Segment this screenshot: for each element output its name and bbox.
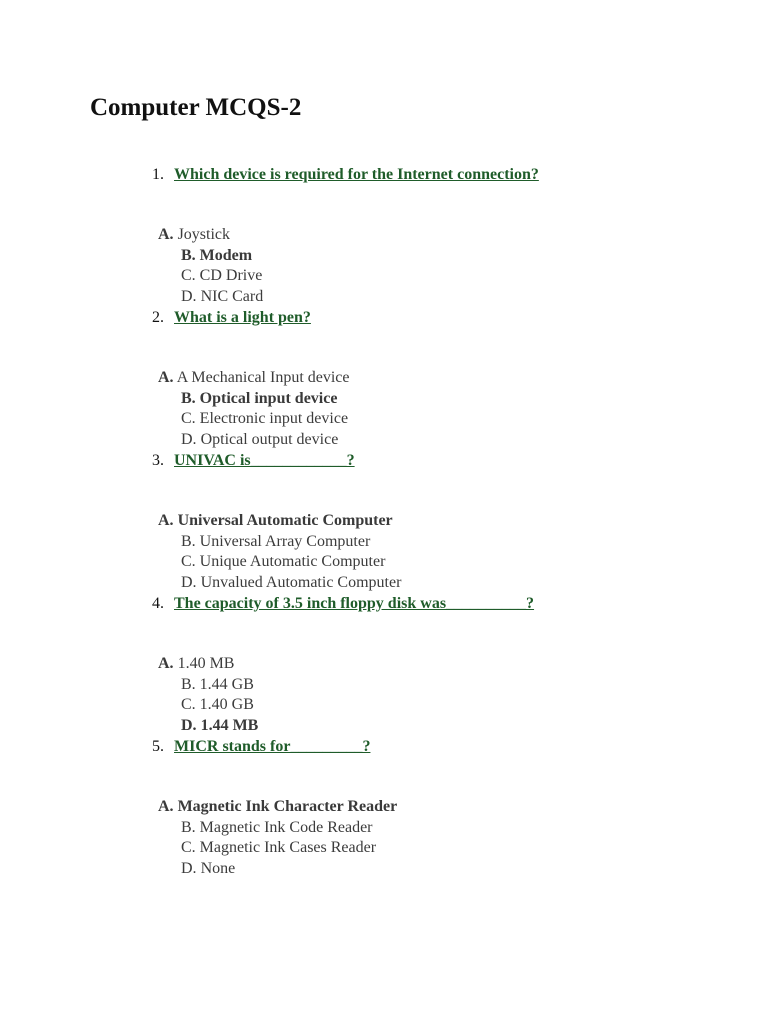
option-text: 1.40 MB: [177, 655, 235, 672]
option-text: Magnetic Ink Cases Reader: [199, 839, 377, 856]
option-letter: B.: [181, 676, 196, 693]
option-text: Magnetic Ink Character Reader: [177, 798, 398, 815]
option-d: [181, 287, 263, 307]
option-letter: D.: [181, 431, 197, 448]
option-text: Magnetic Ink Code Reader: [199, 819, 373, 836]
option-b: [181, 818, 373, 838]
option-text: None: [200, 860, 236, 877]
option-text: 1.44 MB: [200, 717, 259, 734]
option-text: Modem: [199, 247, 253, 264]
option-letter: D.: [181, 574, 197, 591]
option-text: Joystick: [177, 226, 231, 243]
question-line: [152, 451, 355, 471]
question-number: 2.: [152, 309, 164, 326]
option-c: [181, 409, 348, 429]
option-letter: A.: [158, 655, 174, 672]
option-text: Unique Automatic Computer: [199, 553, 386, 570]
question-line: [152, 594, 534, 614]
option-a: [158, 225, 230, 245]
option-letter: A.: [158, 369, 174, 386]
option-letter: C.: [181, 553, 196, 570]
question-number: 1.: [152, 166, 164, 183]
option-text: Universal Array Computer: [199, 533, 371, 550]
option-text: Optical output device: [200, 431, 339, 448]
option-letter: C.: [181, 696, 196, 713]
option-letter: C.: [181, 267, 196, 284]
question-text: What is a light pen?: [174, 309, 311, 326]
option-letter: D.: [181, 288, 197, 305]
question-number: 4.: [152, 595, 164, 612]
question-number: 3.: [152, 452, 164, 469]
option-text: A Mechanical Input device: [176, 369, 350, 386]
question-line: [152, 737, 370, 757]
option-text: 1.40 GB: [199, 696, 254, 713]
option-b: [181, 675, 254, 695]
option-text: Optical input device: [199, 390, 338, 407]
option-a: [158, 511, 393, 531]
option-text: CD Drive: [199, 267, 263, 284]
option-letter: A.: [158, 512, 174, 529]
option-a: [158, 797, 397, 817]
option-b: [181, 532, 370, 552]
question-line: [152, 308, 311, 328]
option-text: 1.44 GB: [199, 676, 254, 693]
page-title: Computer MCQS-2: [90, 94, 302, 121]
option-d: [181, 430, 338, 450]
question-line: [152, 165, 539, 185]
option-d: [181, 573, 401, 593]
option-text: Electronic input device: [199, 410, 349, 427]
option-letter: C.: [181, 839, 196, 856]
question-text: Which device is required for the Internet connection?: [174, 166, 539, 183]
option-letter: D.: [181, 717, 197, 734]
option-text: NIC Card: [200, 288, 264, 305]
option-letter: B.: [181, 819, 196, 836]
option-letter: B.: [181, 533, 196, 550]
option-text: Universal Automatic Computer: [177, 512, 393, 529]
option-c: [181, 695, 254, 715]
option-letter: C.: [181, 410, 196, 427]
option-d: [181, 716, 258, 736]
option-a: [158, 368, 350, 388]
option-b: [181, 389, 337, 409]
option-text: Unvalued Automatic Computer: [200, 574, 402, 591]
question-text: The capacity of 3.5 inch floppy disk was__________?: [174, 595, 535, 612]
option-d: [181, 859, 235, 879]
question-text: UNIVAC is____________?: [174, 452, 355, 469]
option-c: [181, 838, 376, 858]
option-letter: A.: [158, 226, 174, 243]
option-letter: B.: [181, 247, 196, 264]
option-a: [158, 654, 234, 674]
option-letter: D.: [181, 860, 197, 877]
option-letter: A.: [158, 798, 174, 815]
question-text: MICR stands for_________?: [174, 738, 371, 755]
option-letter: B.: [181, 390, 196, 407]
option-b: [181, 246, 252, 266]
option-c: [181, 266, 262, 286]
option-c: [181, 552, 385, 572]
question-number: 5.: [152, 738, 164, 755]
